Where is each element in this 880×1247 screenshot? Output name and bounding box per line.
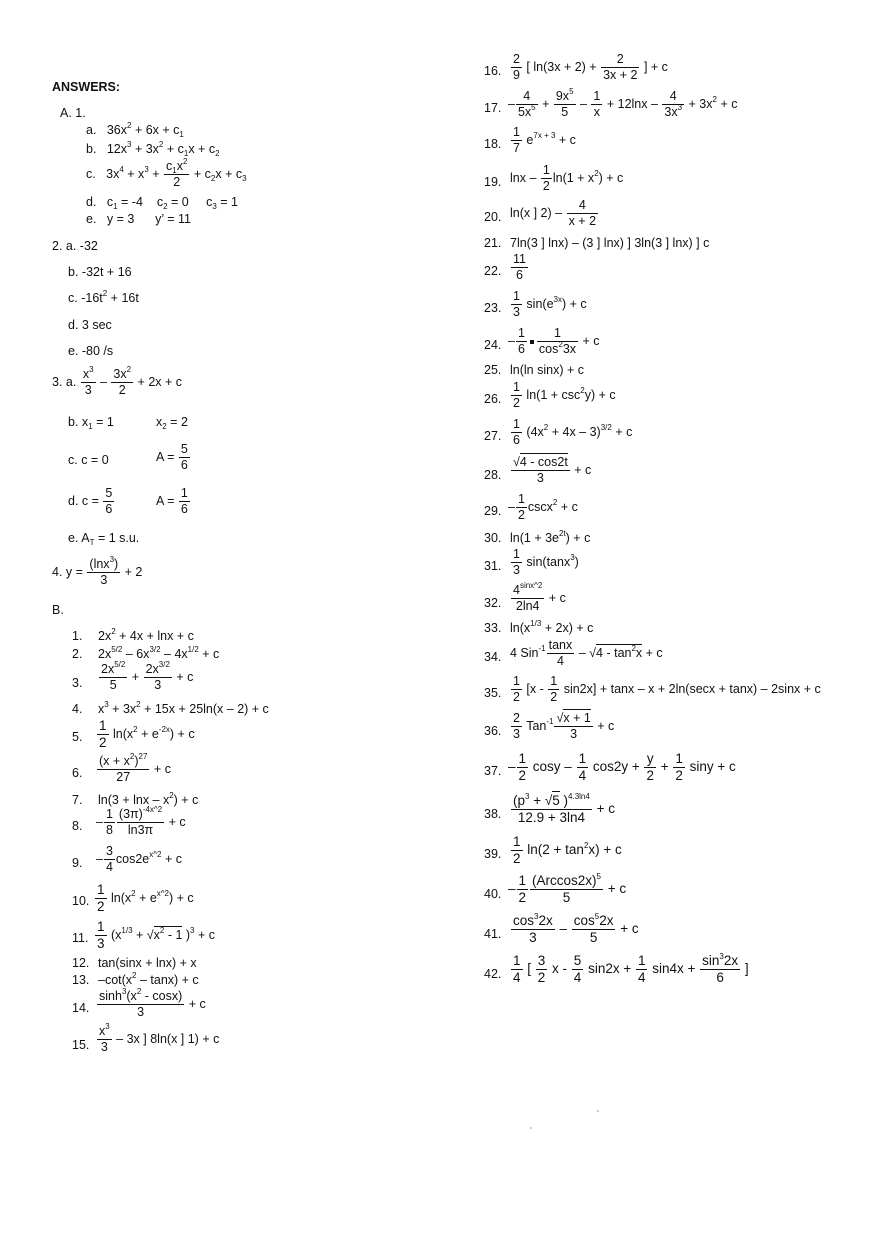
answer-3a: 3. a. $\frac{x^3}{3}$ – $\frac{3x^2}{2}$ + 2x + c: [52, 365, 183, 398]
answer-b3: $\frac{2x^{5/2}}{5}$ + $\frac{2x^{3/2}}{3}$ + c: [101, 660, 194, 693]
answer-b5: $\frac{1}{2}$ $\ln(x^2 + e^{-2x}) + c$: [99, 718, 195, 751]
answer-2e: e. -80 /s: [68, 344, 114, 358]
answer-b7: $\ln(3 + \ln x - x^2) + c$: [98, 791, 199, 807]
page-title: ANSWERS:: [52, 80, 121, 94]
answer-b42: $\frac{1}{4}$ [ $\frac{3}{2}$ x - $\frac{5}{4}$ sin2x + $\frac{1}{4}$ sin4x + $\frac{\sin^32x}{6}$ ]: [513, 952, 749, 986]
answer-2d: d. 3 sec: [68, 318, 112, 332]
answer-b40: – $\frac{1}{2}$ $(Arccos2x)^5$ 5 + c: [508, 872, 627, 906]
item-number: 1.: [72, 629, 83, 643]
item-number: 2.: [72, 647, 83, 661]
answer-b13: $-\cot(x^2 - \tan x) + c$: [98, 971, 199, 987]
answer-b35: $\frac{1}{2}$ [x - $\frac{1}{2}$ sin2x] + tanx – x + 2ln(secx + tanx) – 2sinx + c: [513, 674, 821, 705]
answer-3c-area: A = $\frac{5}{6}$: [156, 442, 188, 473]
item-number: 15.: [72, 1038, 90, 1052]
answer-3d: d. c = $\frac{5}{6}$: [68, 486, 113, 517]
item-number: 29.: [484, 504, 502, 518]
answer-b37: – $\frac{1}{2}$ cosy – $\frac{1}{4}$ cos2y + $\frac{y}{2}$ + $\frac{1}{2}$ siny + c: [508, 751, 736, 784]
answer-3b: b. $x_1 = 1$: [68, 415, 114, 431]
item-number: 24.: [484, 338, 502, 352]
answer-b14: $\frac{\sinh^3(x^2 - \cos x)}{3}$ + c: [99, 987, 206, 1020]
answer-2a: 2. a. -32: [52, 239, 98, 253]
item-number: 23.: [484, 301, 502, 315]
item-number: 9.: [72, 856, 83, 870]
item-number: 6.: [72, 766, 83, 780]
answer-b6: $\frac{(x + x^2)^{27}}{27}$ + c: [99, 752, 171, 785]
answer-b36: $\frac{2}{3}$ Tan$^{-1}$ $\frac{√x + 1}{3}$ + c: [513, 711, 615, 742]
answer-b15: $\frac{x^3}{3}$ – 3x ] 8ln(x ] 1) + c: [99, 1022, 220, 1055]
item-number: 32.: [484, 596, 502, 610]
item-number: 10.: [72, 894, 90, 908]
answer-4: 4. y = $\frac{(\ln x^3)}{3}$ + 2: [52, 555, 143, 588]
answer-b27: $\frac{1}{6}$ $(4x^2 + 4x - 3)^{3/2} + c$: [513, 417, 633, 448]
item-number: 31.: [484, 559, 502, 573]
item-number: 22.: [484, 264, 502, 278]
answer-b34: 4 Sin$^{-1}$ $\frac{\tan x}{4}$ – $√4 - \tan^2x + c$: [510, 638, 663, 669]
item-number: 41.: [484, 927, 502, 941]
item-number: 27.: [484, 429, 502, 443]
answer-3b-x2: $x_2 = 2$: [156, 415, 188, 431]
item-number: 34.: [484, 650, 502, 664]
answer-b25: ln(ln sinx) + c: [510, 363, 584, 377]
item-number: 33.: [484, 621, 502, 635]
item-number: 37.: [484, 764, 502, 778]
item-number: 26.: [484, 392, 502, 406]
answer-b4: $x^3 + 3x^2 + 15x + 25\ln(x - 2) + c$: [98, 700, 269, 716]
item-number: 18.: [484, 137, 502, 151]
section-b-label: B.: [52, 603, 64, 617]
answer-b29: – $\frac{1}{2}$ cscx$^2$ + c: [508, 492, 578, 523]
item-number: 35.: [484, 686, 502, 700]
answer-b41: $\frac{\cos^32x}{3}$ – $\frac{\cos^52x}{5}$ + c: [513, 912, 639, 946]
item-number: 13.: [72, 973, 90, 987]
answer-b30: $\ln(1 + 3e^{2t}) + c$: [510, 529, 591, 545]
answer-b17: – $\frac{4}{5x^5}$ + $\frac{9x^5}{5}$ – $\frac{1}{x}$ + 12lnx – $\frac{4}{3x^3}$ + $3x^2 + c$: [508, 87, 738, 120]
scan-speck: [597, 1110, 599, 1112]
item-number: 7.: [72, 793, 83, 807]
item-number: 42.: [484, 967, 502, 981]
answer-b12: tan(sinx + lnx) + x: [98, 956, 197, 970]
answer-1b: b. $12x^3 + 3x^2 + c_1x + c_2$: [86, 140, 220, 158]
answer-b24: – $\frac{1}{6}$ $\frac{1}{\cos^23x}$ + c: [508, 326, 600, 357]
scan-speck: [530, 1127, 532, 1129]
answer-b8: – $\frac{1}{8}$ $\frac{(3\pi)^{-4x\^{}2}}{\ln 3\pi}$ + c: [96, 805, 186, 838]
answer-b11: $\frac{1}{3}$ ($x^{1/3} + √x^2 - 1$ )$^3$ + c: [97, 919, 215, 952]
item-number: 11.: [72, 931, 89, 945]
item-number: 40.: [484, 887, 502, 901]
answer-2b: b. -32t + 16: [68, 265, 132, 279]
answer-b32: $\frac{4^{sinx\^{}2}}{2\ln 4}$ + c: [513, 581, 566, 614]
answer-b33: $\ln(x^{1/3} + 2x) + c$: [510, 619, 594, 635]
answer-1a: a. $36x^2 + 6x + c_1$: [86, 121, 184, 139]
item-number: 5.: [72, 730, 83, 744]
item-number: 17.: [484, 101, 502, 115]
item-number: 20.: [484, 210, 502, 224]
answer-b9: – $\frac{3}{4}$ $\cos 2e^{x\^{}2} + c$: [96, 844, 182, 875]
answer-b39: $\frac{1}{2}$ $\ln(2 + \tan^2x) + c$: [513, 834, 622, 867]
item-number: 14.: [72, 1001, 90, 1015]
answer-b1: $2x^2 + 4x + \ln x + c$: [98, 627, 194, 643]
answer-b28: $\frac{√4 - \cos 2t}{3}$ + c: [513, 455, 592, 486]
answer-b2: $2x^{5/2} - 6x^{3/2} - 4x^{1/2} + c$: [98, 645, 220, 661]
answer-b23: $\frac{1}{3}$ $\sin(e^{3x}) + c$: [513, 289, 587, 320]
item-number: 4.: [72, 702, 83, 716]
answer-2c: c. $-16t^2 + 16t$: [68, 289, 139, 305]
answer-b18: $\frac{1}{7}$ $e^{7x + 3} + c$: [513, 125, 576, 156]
answer-3e: e. $A_T = 1$ s.u.: [68, 531, 140, 547]
answer-b31: $\frac{1}{3}$ sin(tanx$^3$): [513, 547, 579, 578]
item-number: 3.: [72, 676, 83, 690]
item-number: 36.: [484, 724, 502, 738]
item-number: 21.: [484, 236, 502, 250]
item-number: 39.: [484, 847, 502, 861]
answer-1c: c. $3x^4 + x^3$ + $\frac{c_1x^2}{2}$ + $c_2x + c_3$: [86, 157, 247, 190]
item-number: 30.: [484, 531, 502, 545]
answer-b16: $\frac{2}{9}$ [ ln(3x + 2) + $\frac{2}{3x + 2}$ ] + c: [513, 52, 668, 83]
answer-b20: ln(x ] 2) – $\frac{4}{x + 2}$: [510, 198, 597, 229]
answer-b26: $\frac{1}{2}$ $\ln(1 + \csc^2y) + c$: [513, 380, 616, 411]
item-number: 8.: [72, 819, 83, 833]
answer-b38: $\frac{(p^3 + √5 )^{4.3ln4}}{12.9 + 3\ln 4}$ + c: [513, 792, 615, 826]
answer-b19: lnx – $\frac{1}{2}$ $\ln(1 + x^2) + c$: [510, 163, 624, 194]
item-number: 12.: [72, 956, 90, 970]
item-number: 16.: [484, 64, 502, 78]
answer-b21: 7ln(3 ] lnx) – (3 ] lnx) ] 3ln(3 ] lnx) ] c: [510, 236, 710, 250]
item-number: 28.: [484, 468, 502, 482]
item-number: 19.: [484, 175, 502, 189]
answer-3c: c. c = 0: [68, 453, 109, 467]
answer-b22: $\frac{11}{6}$: [513, 252, 526, 283]
answer-b10: $\frac{1}{2}$ $\ln(x^2 + e^{x\^{}2}) + c$: [97, 882, 194, 915]
answer-1e: e. y = 3 y’ = 11: [86, 212, 191, 226]
answer-3d-area: A = $\frac{1}{6}$: [156, 486, 188, 517]
section-a-label: A. 1.: [60, 106, 86, 120]
answer-1d: d. $c_1 = -4$ $c_2 = 0$ $c_3 = 1$: [86, 195, 238, 211]
item-number: 38.: [484, 807, 502, 821]
item-number: 25.: [484, 363, 502, 377]
